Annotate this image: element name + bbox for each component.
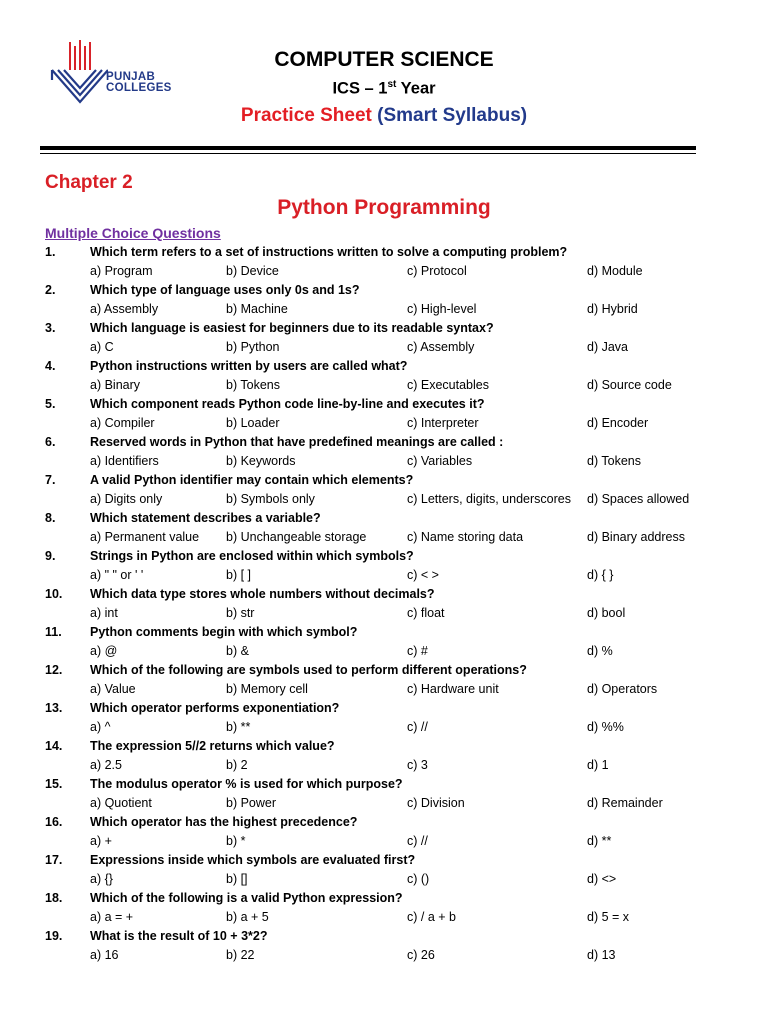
option-a: a) a = +	[90, 910, 134, 924]
topic-heading: Python Programming	[277, 196, 491, 219]
option-b: b) *	[226, 834, 246, 848]
option-d: d) Module	[587, 264, 643, 278]
option-a: a) +	[90, 834, 112, 848]
document-title: COMPUTER SCIENCE	[274, 48, 494, 71]
question-text: Which data type stores whole numbers without decimals?	[90, 587, 435, 601]
header-divider-thick	[40, 146, 696, 150]
option-c: c) < >	[407, 568, 439, 582]
question-text: Which operator has the highest precedence?	[90, 815, 358, 829]
option-c: c) Division	[407, 796, 465, 810]
option-d: d) Operators	[587, 682, 658, 696]
question-item	[0, 321, 768, 359]
question-item	[0, 929, 768, 967]
question-number: 16.	[45, 815, 63, 829]
option-b: b) Loader	[226, 416, 280, 430]
question-number: 12.	[45, 663, 63, 677]
question-item	[0, 777, 768, 815]
option-c: c) / a + b	[407, 910, 456, 924]
option-b: b) Device	[226, 264, 279, 278]
option-c: c) float	[407, 606, 445, 620]
option-a: a) C	[90, 340, 114, 354]
question-number: 8.	[45, 511, 56, 525]
option-b: b) str	[226, 606, 255, 620]
option-b: b) Python	[226, 340, 280, 354]
option-a: a) 16	[90, 948, 119, 962]
question-item	[0, 701, 768, 739]
option-a: a) int	[90, 606, 118, 620]
practice-sheet-label: Practice Sheet	[240, 105, 372, 126]
option-c: c) Variables	[407, 454, 473, 468]
question-text: A valid Python identifier may contain which elements?	[90, 473, 414, 487]
question-list	[0, 245, 768, 967]
option-a: a) Digits only	[90, 492, 163, 506]
option-c: c) ()	[407, 872, 430, 886]
question-number: 7.	[45, 473, 56, 487]
question-number: 17.	[45, 853, 63, 867]
option-d: d) 13	[587, 948, 616, 962]
option-c: c) Hardware unit	[407, 682, 499, 696]
question-text: Which of the following is a valid Python expression?	[90, 891, 403, 905]
question-number: 9.	[45, 549, 56, 563]
question-number: 6.	[45, 435, 56, 449]
subtitle-year: Year	[396, 79, 436, 98]
question-item	[0, 245, 768, 283]
question-item	[0, 625, 768, 663]
question-text: Which language is easiest for beginners due to its readable syntax?	[90, 321, 494, 335]
option-d: d) Spaces allowed	[587, 492, 690, 506]
option-d: d) bool	[587, 606, 626, 620]
subtitle-superscript: st	[387, 79, 397, 90]
chapter-heading: Chapter 2	[45, 172, 133, 193]
question-item	[0, 815, 768, 853]
question-text: The expression 5//2 returns which value?	[90, 739, 335, 753]
option-c: c) High-level	[407, 302, 477, 316]
option-c: c) Name storing data	[407, 530, 524, 544]
question-number: 10.	[45, 587, 63, 601]
option-b: b) 22	[226, 948, 255, 962]
option-d: d) Source code	[587, 378, 672, 392]
option-c: c) #	[407, 644, 428, 658]
question-number: 14.	[45, 739, 63, 753]
option-b: b) Memory cell	[226, 682, 308, 696]
option-b: b) Symbols only	[226, 492, 315, 506]
option-b: b) Power	[226, 796, 277, 810]
option-b: b) &	[226, 644, 249, 658]
option-b: b) Machine	[226, 302, 288, 316]
question-text: Which type of language uses only 0s and 1s?	[90, 283, 360, 297]
option-c: c) //	[407, 834, 428, 848]
question-item	[0, 397, 768, 435]
option-b: b) Keywords	[226, 454, 296, 468]
option-a: a) 2.5	[90, 758, 122, 772]
option-d: d) Encoder	[587, 416, 649, 430]
question-number: 1.	[45, 245, 56, 259]
option-a: a) Value	[90, 682, 136, 696]
option-a: a) Binary	[90, 378, 141, 392]
option-a: a) Compiler	[90, 416, 155, 430]
option-a: a) Quotient	[90, 796, 152, 810]
option-c: c) //	[407, 720, 428, 734]
option-c: c) Assembly	[407, 340, 475, 354]
option-a: a) Assembly	[90, 302, 159, 316]
option-d: d) %%	[587, 720, 624, 734]
option-c: c) Interpreter	[407, 416, 479, 430]
option-c: c) 3	[407, 758, 428, 772]
option-b: b) **	[226, 720, 251, 734]
question-item	[0, 587, 768, 625]
option-c: c) Protocol	[407, 264, 467, 278]
question-text: Strings in Python are enclosed within which symbols?	[90, 549, 414, 563]
option-d: d) Java	[587, 340, 628, 354]
option-d: d) { }	[587, 568, 614, 582]
header-divider-thin	[40, 153, 696, 154]
question-item	[0, 473, 768, 511]
option-d: d) <>	[587, 872, 617, 886]
question-number: 13.	[45, 701, 63, 715]
option-c: c) Letters, digits, underscores	[407, 492, 571, 506]
question-item	[0, 283, 768, 321]
question-item	[0, 511, 768, 549]
question-text: Which operator performs exponentiation?	[90, 701, 340, 715]
question-text: Python comments begin with which symbol?	[90, 625, 358, 639]
question-text: Expressions inside which symbols are evaluated first?	[90, 853, 416, 867]
question-number: 19.	[45, 929, 63, 943]
option-b: b) Unchangeable storage	[226, 530, 367, 544]
option-b: b) Tokens	[226, 378, 280, 392]
question-item	[0, 435, 768, 473]
subtitle-text: ICS – 1	[332, 79, 388, 98]
section-heading: Multiple Choice Questions	[45, 225, 221, 241]
option-d: d) Tokens	[587, 454, 641, 468]
option-d: d) Binary address	[587, 530, 685, 544]
option-d: d) %	[587, 644, 613, 658]
option-d: d) 5 = x	[587, 910, 630, 924]
option-b: b) 2	[226, 758, 248, 772]
class-subtitle	[0, 79, 768, 99]
question-number: 3.	[45, 321, 56, 335]
smart-syllabus-label: (Smart Syllabus)	[377, 105, 528, 126]
option-b: b) [ ]	[226, 568, 252, 582]
option-d: d) Remainder	[587, 796, 663, 810]
option-d: d) Hybrid	[587, 302, 638, 316]
question-text: Which component reads Python code line-by-line and executes it?	[90, 397, 485, 411]
logo-text-line-2: COLLEGES	[106, 82, 172, 94]
question-item	[0, 853, 768, 891]
option-a: a) " " or ' '	[90, 568, 144, 582]
question-text: Reserved words in Python that have predefined meanings are called :	[90, 435, 504, 449]
question-item	[0, 663, 768, 701]
question-number: 2.	[45, 283, 56, 297]
option-a: a) Program	[90, 264, 153, 278]
question-item	[0, 739, 768, 777]
question-number: 4.	[45, 359, 56, 373]
question-number: 5.	[45, 397, 56, 411]
question-number: 11.	[45, 625, 62, 639]
question-item	[0, 891, 768, 929]
option-d: d) 1	[587, 758, 609, 772]
question-text: The modulus operator % is used for which purpose?	[90, 777, 403, 791]
practice-sheet-heading	[0, 105, 768, 127]
question-item	[0, 359, 768, 397]
question-number: 18.	[45, 891, 63, 905]
question-text: Which of the following are symbols used to perform different operations?	[90, 663, 527, 677]
option-a: a) @	[90, 644, 118, 658]
option-a: a) Permanent value	[90, 530, 200, 544]
option-a: a) {}	[90, 872, 113, 886]
option-a: a) Identifiers	[90, 454, 159, 468]
question-text: Which term refers to a set of instructions written to solve a computing problem?	[90, 245, 568, 259]
option-a: a) ^	[90, 720, 111, 734]
question-text: What is the result of 10 + 3*2?	[90, 929, 268, 943]
option-b: b) []	[226, 872, 248, 886]
question-number: 15.	[45, 777, 63, 791]
question-text: Python instructions written by users are called what?	[90, 359, 408, 373]
logo-text-line-1: PUNJAB	[106, 71, 156, 83]
question-item	[0, 549, 768, 587]
option-d: d) **	[587, 834, 612, 848]
option-c: c) Executables	[407, 378, 489, 392]
question-text: Which statement describes a variable?	[90, 511, 321, 525]
option-b: b) a + 5	[226, 910, 269, 924]
option-c: c) 26	[407, 948, 435, 962]
